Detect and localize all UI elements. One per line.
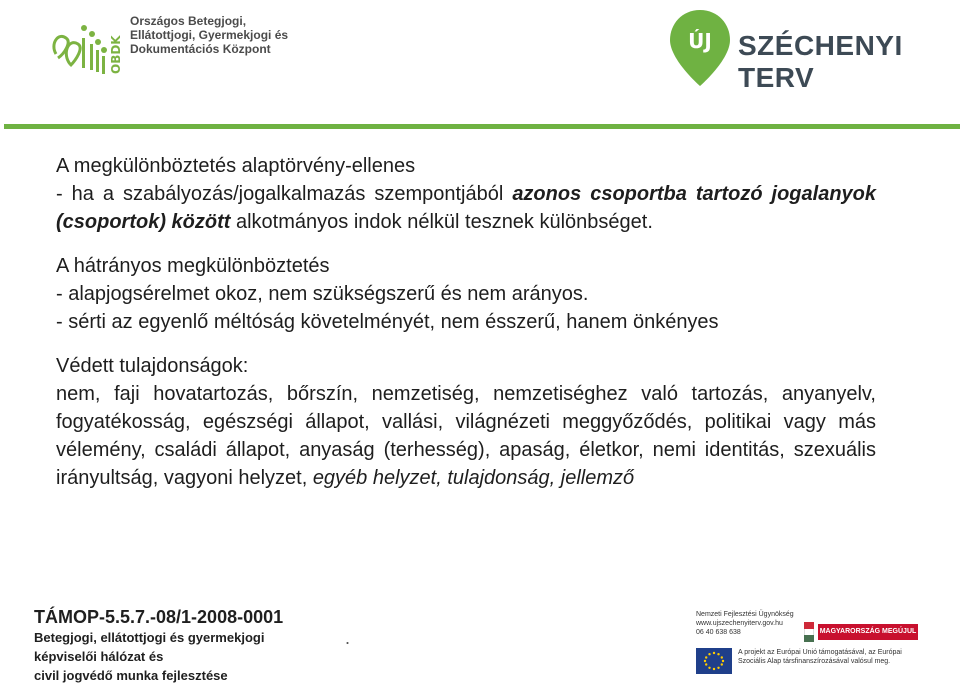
- header: [0, 0, 960, 128]
- p1-emphasis: azonos csoportba tartozó jogalanyok (csoportok) között: [56, 183, 876, 233]
- obdk-vertical-label: [108, 12, 124, 78]
- nfu-info: [696, 610, 794, 637]
- obdk-name: [130, 14, 288, 56]
- header-divider: [4, 124, 960, 129]
- p3-italic: egyéb helyzet, tulajdonság, jellemző: [312, 467, 635, 489]
- hungarian-flag-icon: [804, 622, 814, 642]
- project-line: Betegjogi, ellátottjogi és gyermekjogi: [34, 630, 265, 645]
- p3-title: Védett tulajdonságok:: [56, 355, 249, 377]
- szechenyi-logo-letters: ÚJ: [688, 29, 712, 53]
- p1-prefix: - ha a szabályozás/jogalkalmazás szempontjából: [56, 183, 513, 205]
- p1-rest: alkotmányos indok nélkül tesznek különbséget.: [230, 211, 653, 233]
- project-code: TÁMOP-5.5.7.-08/1-2008-0001: [34, 607, 284, 627]
- obdk-name-line: Ellátottjogi, Gyermekjogi és: [130, 28, 289, 42]
- project-line: képviselői hálózat és: [34, 649, 164, 664]
- eu-line: Szociális Alap társfinanszírozásával valósul meg.: [738, 658, 891, 665]
- p2-item: - sérti az egyenlő méltóság követelményét, nem ésszerű, hanem önkényes: [56, 311, 719, 333]
- nfu-line: www.ujszechenyiterv.gov.hu: [696, 620, 783, 627]
- p3-body: nem, faji hovatartozás, bőrszín, nemzetiség, nemzetiséghez való tartozás, anyanyelv, fogyatékosság, egészségi állapot, vallási, világnézeti meggyőződés, politikai vagy más vélemény, családi állapot, anyaság (terhesség), apaság, életkor, nemi identitás, szexuális irányultság, vagyoni helyzet,: [56, 383, 876, 489]
- paragraph-3: [56, 380, 876, 492]
- p2-title: A hátrányos megkülönböztetés: [56, 255, 330, 277]
- szechenyi-name: SZÉCHENYI TERV: [738, 30, 903, 93]
- szechenyi-logo-icon: [668, 8, 732, 88]
- obdk-name-line: Dokumentációs Központ: [130, 42, 271, 56]
- svg-text:OBDK: OBDK: [109, 35, 123, 74]
- eu-line: A projekt az Európai Unió támogatásával, az Európai: [738, 649, 902, 656]
- mm-badge: MAGYARORSZÁG MEGÚJUL: [818, 624, 918, 640]
- footer-dot: .: [345, 628, 351, 648]
- heading: A megkülönböztetés alaptörvény-ellenes: [56, 155, 416, 177]
- paragraph-1: [56, 180, 876, 236]
- nfu-line: Nemzeti Fejlesztési Ügynökség: [696, 611, 794, 618]
- eu-info: [738, 648, 924, 666]
- project-info: [34, 606, 283, 685]
- project-line: civil jogvédő munka fejlesztése: [34, 668, 228, 683]
- eu-flag-icon: [696, 648, 732, 674]
- obdk-name-line: Országos Betegjogi,: [130, 14, 247, 28]
- nfu-line: 06 40 638 638: [696, 629, 741, 636]
- slide-body: [56, 152, 876, 492]
- p2-item: - alapjogsérelmet okoz, nem szükségszerű és nem arányos.: [56, 283, 589, 305]
- funding-logos: [686, 604, 926, 694]
